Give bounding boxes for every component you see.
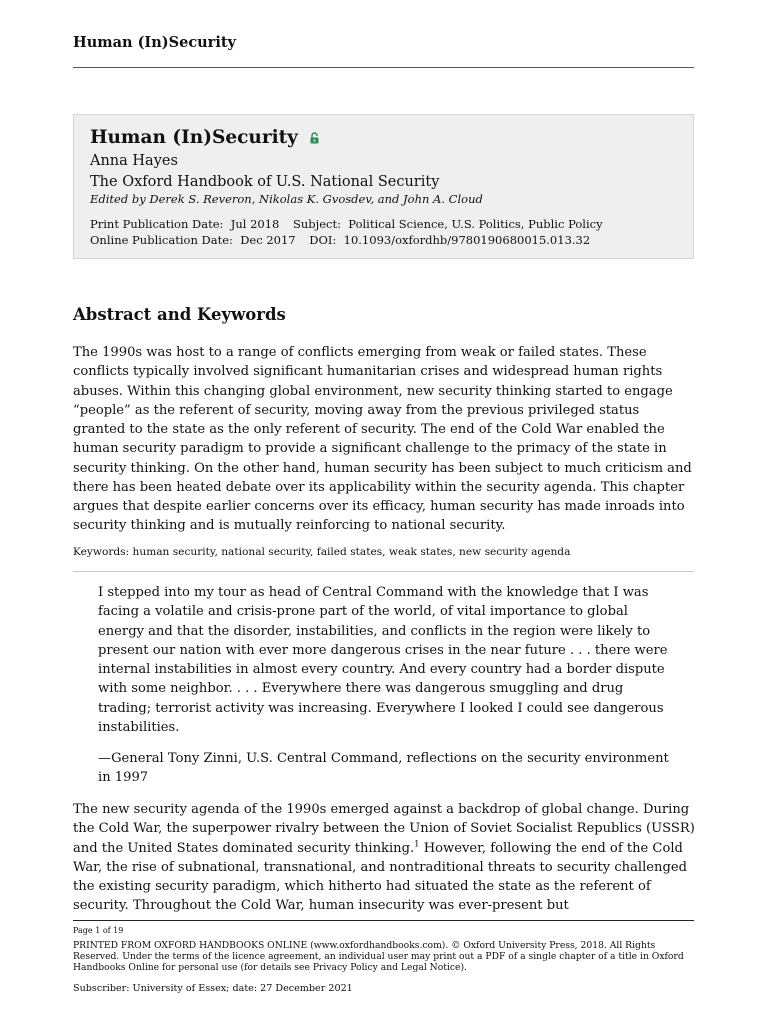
running-head-title: Human (In)Security (73, 34, 236, 51)
chapter-author: Anna Hayes (90, 153, 178, 169)
body-text-before-note: The new security agenda of the 1990s emerged against a backdrop of global change. During the Cold War, the superpower rivalry between the Union of Soviet Socialist Republics (USSR) and the United States dominated security thinking. (73, 802, 695, 856)
chapter-title: Human (In)Security (90, 127, 298, 148)
print-date: Jul 2018 (230, 217, 280, 231)
subscriber-line: Subscriber: University of Essex; date: 27 December 2021 (73, 983, 353, 994)
print-date-label: Print Publication Date: (90, 217, 224, 231)
open-lock-icon (310, 128, 319, 149)
chapter-metadata-box (73, 114, 694, 259)
body-text-after-note: However, following the end of the Cold War, the rise of subnational, transnational, and nontraditional threats to security challenged the existing security paradigm, which hitherto had situated the state as the referent of security. Throughout the Cold War, human insecurity was ever-present but (73, 840, 687, 914)
online-date-label: Online Publication Date: (90, 233, 233, 247)
online-date: Dec 2017 (240, 233, 296, 247)
subject-label: Subject: (293, 217, 341, 231)
book-title: The Oxford Handbook of U.S. National Security (90, 174, 440, 190)
footnote-marker[interactable]: 1 (414, 839, 420, 850)
doi-label: DOI: (309, 233, 337, 247)
online-publication-line (90, 233, 590, 247)
keywords-divider (73, 571, 694, 572)
book-editors: Edited by Derek S. Reveron, Nikolas K. Gvosdev, and John A. Cloud (90, 192, 483, 206)
print-publication-line (90, 217, 603, 231)
epigraph-quote: I stepped into my tour as head of Central Command with the knowledge that I was facing a volatile and crisis-prone part of the world, of vital importance to global energy and that the disorder, instabilities, and conflicts in the region were likely to present our nation with ever more dangerous crises in the near future . . . there were internal instabilities in almost every country. And every country had a border dispute with some neighbor. . . . Everywhere there was dangerous smuggling and drug trading; terrorist activity was increasing. Everywhere I looked I could see dangerous instabilities. (98, 585, 668, 735)
body-paragraph (73, 800, 695, 918)
abstract-heading: Abstract and Keywords (73, 305, 286, 324)
footer-divider (73, 920, 694, 921)
header-divider (73, 67, 694, 68)
chapter-title-line (90, 127, 319, 149)
abstract-paragraph: The 1990s was host to a range of conflicts emerging from weak or failed states. These conflicts typically involved significant humanitarian crises and widespread human rights abuses. Within this changing global environment, new security thinking started to engage “people” as the referent of security, moving away from the previous privileged status granted to the state as the only referent of security. The end of the Cold War enabled the human security paradigm to provide a significant challenge to the primacy of the state in security thinking. On the other hand, human security has been subject to much criticism and there has been heated debate over its applicability within the security agenda. This chapter argues that despite earlier concerns over its efficacy, human security has made inroads into security thinking and is mutually reinforcing to national security. (73, 345, 692, 534)
epigraph-attribution: —General Tony Zinni, U.S. Central Command, reflections on the security environment in 1997 (98, 751, 669, 786)
keywords-line: Keywords: human security, national security, failed states, weak states, new security agenda (73, 546, 571, 558)
page-number: Page 1 of 19 (73, 926, 124, 935)
doi-value: 10.1093/oxfordhb/9780190680015.013.32 (343, 233, 591, 247)
copyright-notice: PRINTED FROM OXFORD HANDBOOKS ONLINE (www.oxfordhandbooks.com). © Oxford University Press, 2018. All Rights Reserved. Under the terms of the licence agreement, an individual user may print out a PDF of a single chapter of a title in Oxford Handbooks Online for personal use (for details see Privacy Policy and Legal Notice). (73, 940, 684, 973)
subject-value: Political Science, U.S. Politics, Public Policy (348, 217, 603, 231)
